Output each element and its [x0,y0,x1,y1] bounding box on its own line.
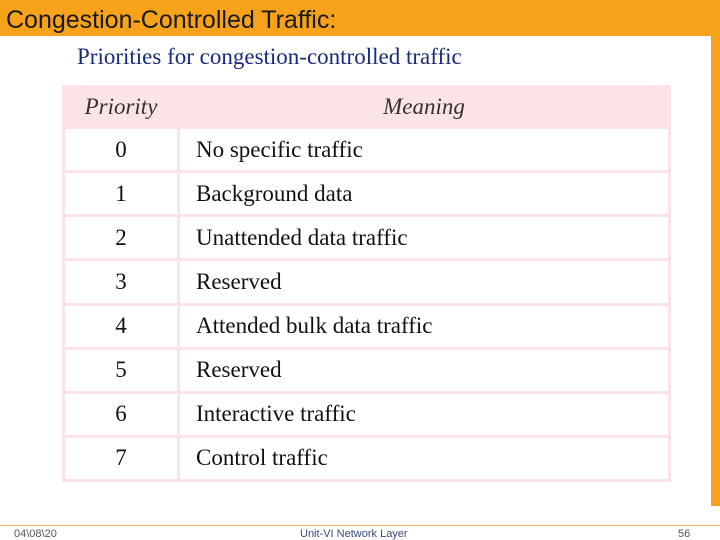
meaning-cell: Control traffic [180,438,668,479]
meaning-cell: Attended bulk data traffic [180,306,668,347]
footer-course-title: Unit-VI Network Layer [300,528,408,540]
priority-table-container [62,85,671,482]
title-bar [0,0,720,36]
header-meaning: Meaning [180,88,668,126]
table-row [65,129,668,170]
priority-cell: 7 [65,438,177,479]
meaning-cell: Background data [180,173,668,214]
priority-table [62,85,671,482]
footer-divider [0,525,720,526]
footer-date: 04\08\20 [14,528,57,540]
footer-page-number: 56 [678,528,691,540]
table-row [65,173,668,214]
meaning-cell: Reserved [180,261,668,302]
priority-cell: 2 [65,217,177,258]
table-row [65,350,668,391]
meaning-cell: Unattended data traffic [180,217,668,258]
priority-cell: 4 [65,306,177,347]
priority-cell: 6 [65,394,177,435]
table-row [65,217,668,258]
header-priority: Priority [65,88,177,126]
priority-cell: 5 [65,350,177,391]
slide-title: Congestion-Controlled Traffic: [6,6,337,34]
table-row [65,438,668,479]
table-row [65,306,668,347]
table-row [65,394,668,435]
slide-subtitle: Priorities for congestion-controlled traffic [77,44,462,69]
meaning-cell: No specific traffic [180,129,668,170]
meaning-cell: Interactive traffic [180,394,668,435]
table-row [65,261,668,302]
priority-cell: 3 [65,261,177,302]
priority-cell: 1 [65,173,177,214]
accent-side-bar [711,36,720,506]
priority-cell: 0 [65,129,177,170]
table-header-row [65,88,668,126]
meaning-cell: Reserved [180,350,668,391]
